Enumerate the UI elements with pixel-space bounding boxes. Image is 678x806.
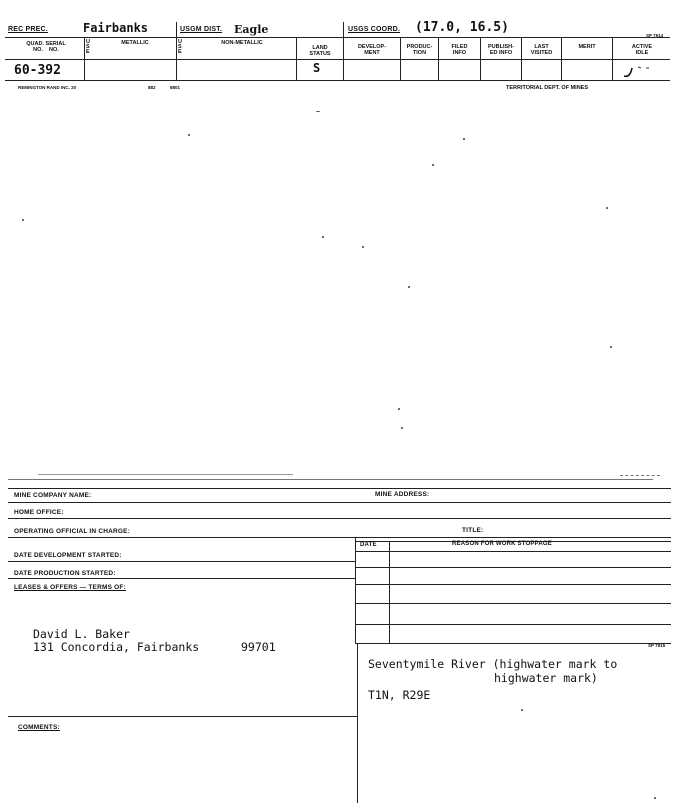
usgs-coord-label: USGS COORD. xyxy=(348,26,400,33)
production-header: PRODUC- TION xyxy=(406,44,433,56)
non-metallic-header: NON-METALLIC xyxy=(221,40,263,46)
rec-prec-label: REC PREC. xyxy=(8,26,48,33)
top-footer-right: TERRITORIAL DEPT. OF MINES xyxy=(506,85,588,91)
location-line-2: highwater mark) xyxy=(494,671,598,685)
land-status-value: S xyxy=(313,61,321,75)
development-header: DEVELOP- MENT xyxy=(357,44,387,56)
home-office-label: HOME OFFICE: xyxy=(14,509,64,516)
location-line-1: Seventymile River (highwater mark to xyxy=(368,657,618,671)
township-range: T1N, R29E xyxy=(368,688,431,702)
date-production-label: DATE PRODUCTION STARTED: xyxy=(14,570,116,577)
lessee-name: David L. Baker xyxy=(33,627,130,641)
date-column-header: DATE xyxy=(360,542,377,548)
active-idle-header: ACTIVE IDLE xyxy=(631,44,653,56)
operating-official-label: OPERATING OFFICIAL IN CHARGE: xyxy=(14,528,131,535)
leases-offers-label: LEASES & OFFERS — TERMS OF: xyxy=(14,584,126,591)
reason-column-header: REASON FOR WORK STOPPAGE xyxy=(452,541,552,547)
metallic-header: METALLIC xyxy=(121,40,149,46)
last-visited-header: LAST VISITED xyxy=(530,44,553,56)
lessee-zip: 99701 xyxy=(241,640,276,654)
quad-serial-header: QUAD. SERIAL NO. NO. xyxy=(26,41,66,53)
published-info-header: PUBLISH- ED INFO xyxy=(488,44,514,56)
lessee-address: 131 Concordia, Fairbanks xyxy=(33,640,200,654)
rec-prec-value: Fairbanks xyxy=(83,21,149,35)
date-development-label: DATE DEVELOPMENT STARTED: xyxy=(14,552,122,559)
quad-serial-value: 60-392 xyxy=(14,63,61,78)
mine-company-label: MINE COMPANY NAME: xyxy=(14,492,92,499)
title-label: TITLE: xyxy=(462,527,484,534)
hand-mark-icon xyxy=(620,62,660,80)
mine-address-label: MINE ADDRESS: xyxy=(375,491,430,498)
usgs-coord-value: (17.0, 16.5) xyxy=(415,20,509,35)
filed-info-header: FILED INFO xyxy=(451,44,468,56)
top-footer-code2: 8801 xyxy=(170,85,181,90)
usgm-dist-value: Eagle xyxy=(234,23,269,36)
top-footer-left: REMINGTON RAND INC. 20 xyxy=(18,85,77,90)
merit-header: MERIT xyxy=(578,44,596,50)
bottom-form-number: SP 7915 xyxy=(648,643,666,648)
top-form-number: SP 7914 xyxy=(646,33,664,38)
use-letters-metallic: U S E xyxy=(86,39,90,55)
usgm-dist-label: USGM DIST. xyxy=(180,26,223,33)
top-footer-code1: 882 xyxy=(148,85,156,90)
use-letters-nonmetallic: U S E xyxy=(178,39,182,55)
comments-label: COMMENTS: xyxy=(18,724,60,731)
land-status-header: LAND STATUS xyxy=(309,45,331,57)
